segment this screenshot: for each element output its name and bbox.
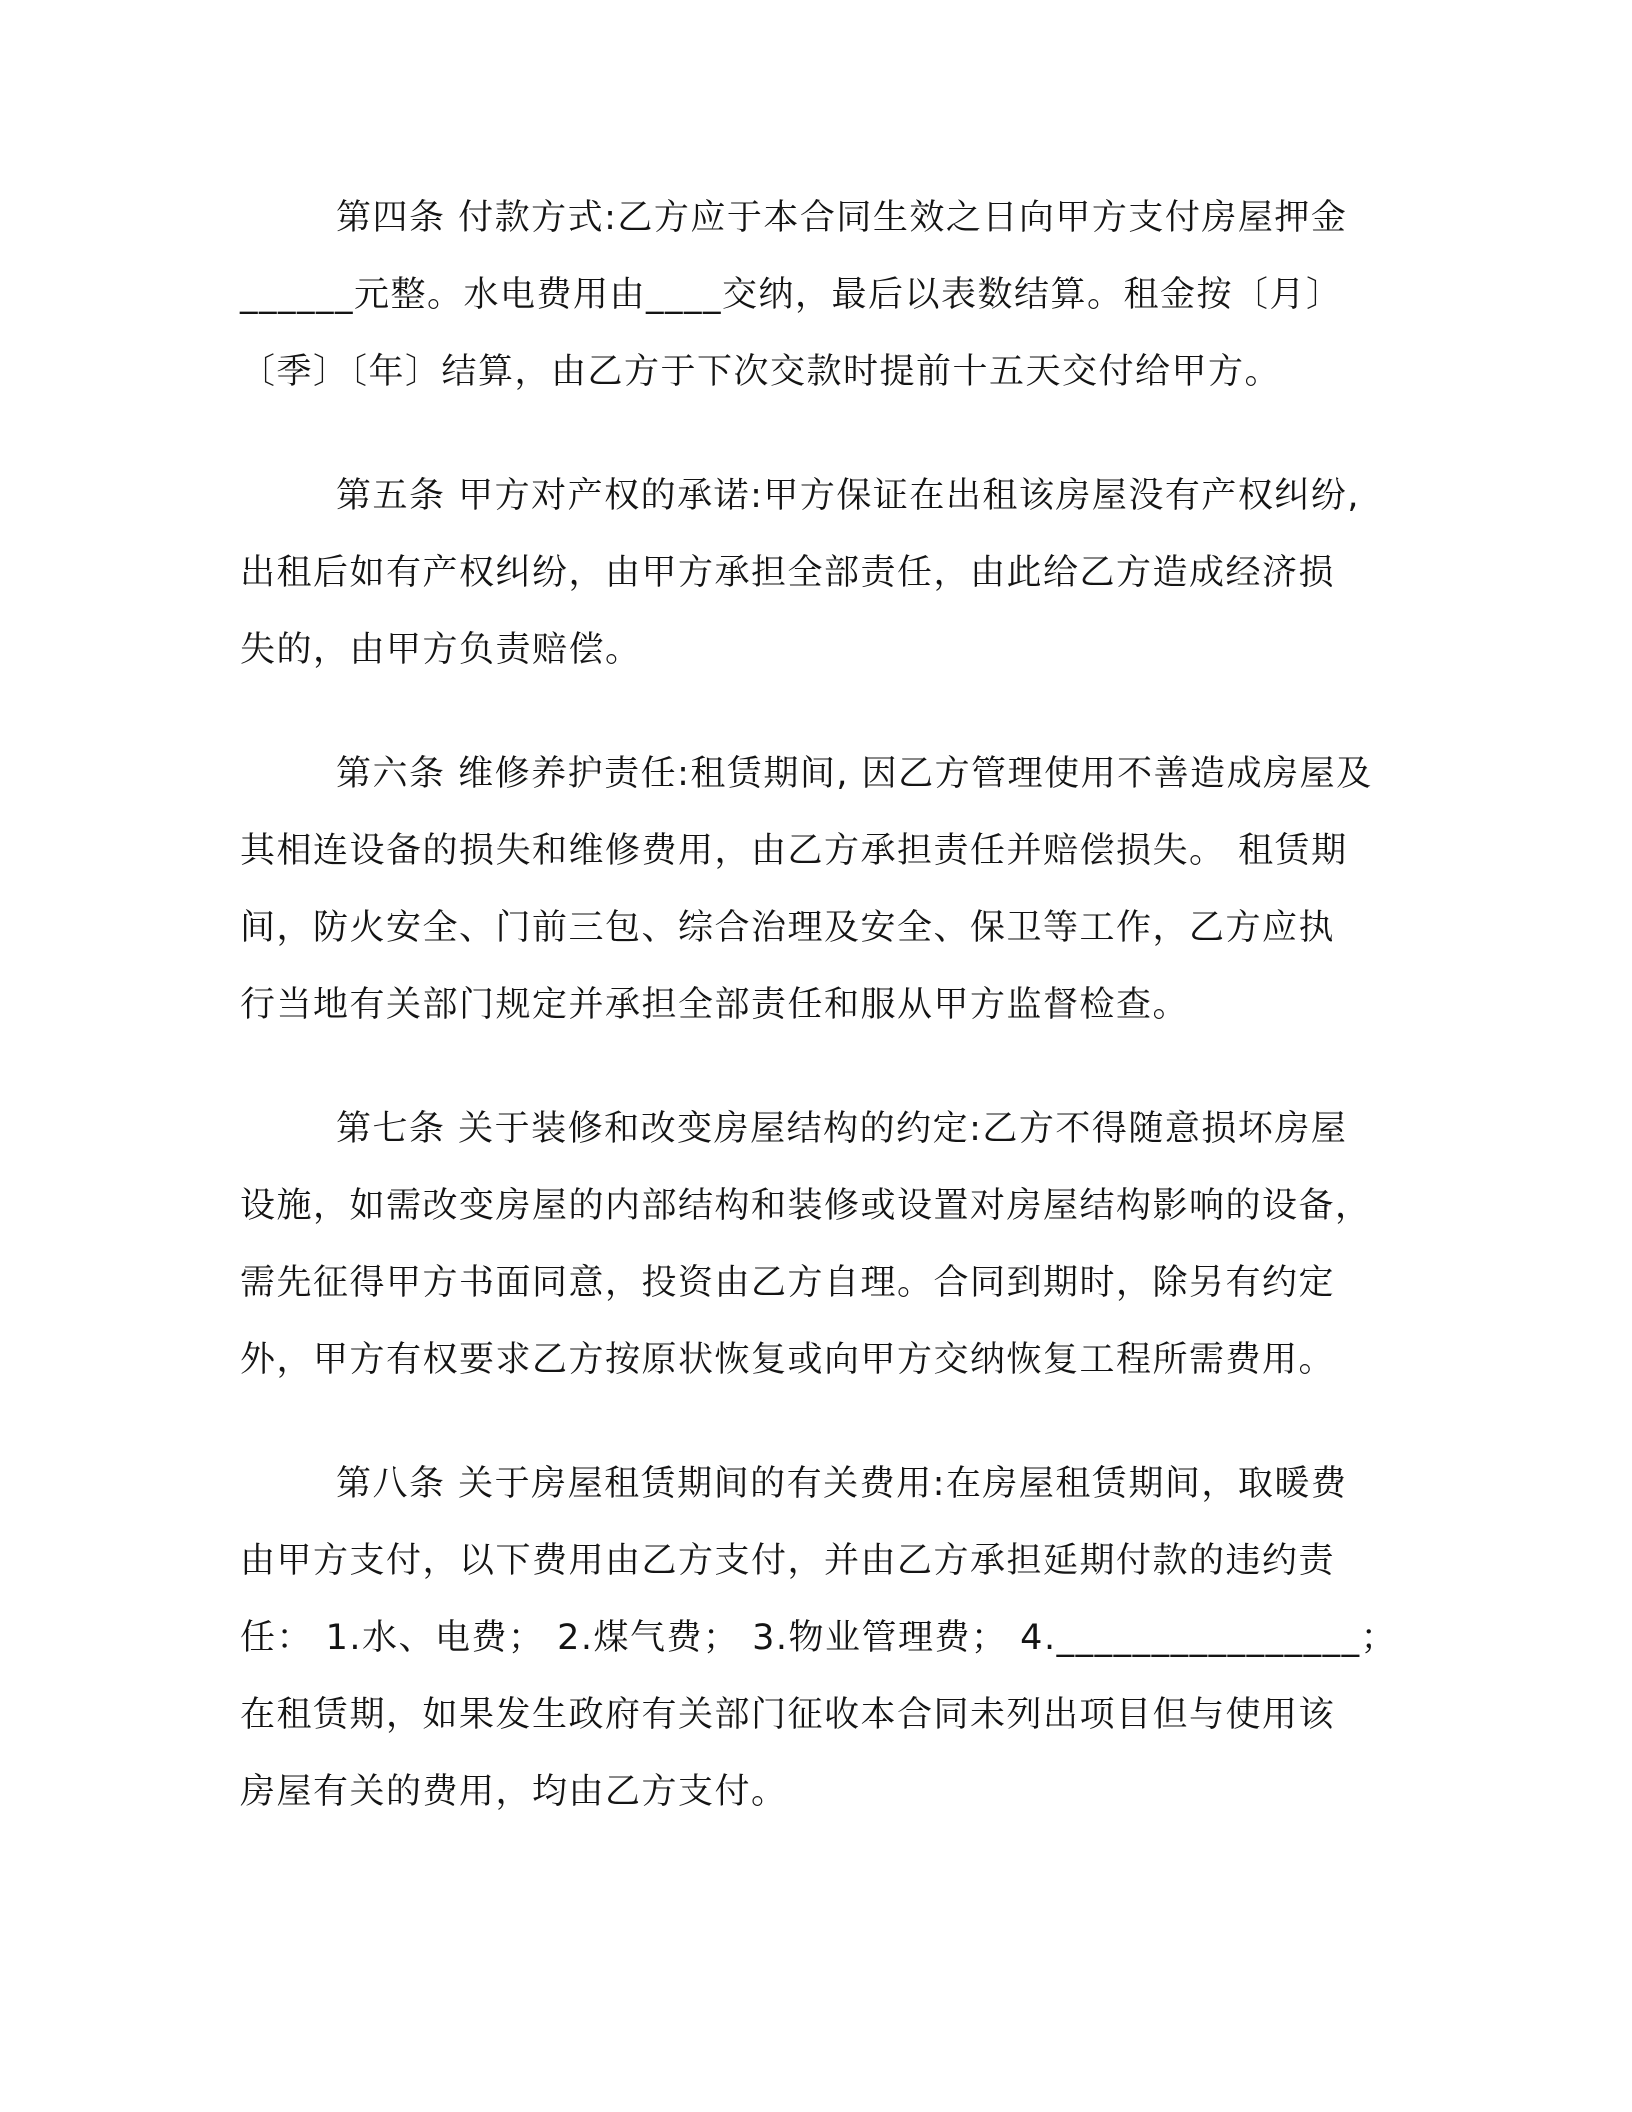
article-7-line-4: 外，甲方有权要求乙方按原状恢复或向甲方交纳恢复工程所需费用。 [240,1340,1336,1380]
article-8-expenses [240,1446,1398,1831]
article-7-line-2: 设施，如需改变房屋的内部结构和装修或设置对房屋结构影响的设备， [240,1186,1372,1226]
article-5-line-2: 出租后如有产权纠纷，由甲方承担全部责任，由此给乙方造成经济损 [240,553,1336,593]
article-8-line-1: 第八条 关于房屋租赁期间的有关费用:在房屋租赁期间，取暖费 [336,1464,1348,1504]
document-body [240,180,1398,1878]
article-5-line-1: 第五条 甲方对产权的承诺:甲方保证在出租该房屋没有产权纠纷, [336,476,1361,516]
article-5-line-3: 失的，由甲方负责赔偿。 [240,630,642,670]
article-8-line-3: 任： 1.水、电费； 2.煤气费； 3.物业管理费； 4.________________； [240,1618,1398,1658]
article-4-line-2: ______元整。水电费用由____交纳，最后以表数结算。租金按〔月〕 [240,275,1343,315]
article-8-line-5: 房屋有关的费用，均由乙方支付。 [240,1772,788,1812]
article-7-renovation [240,1091,1392,1399]
article-4-payment-method [240,180,1392,411]
article-5-property-rights [240,458,1392,689]
article-4-line-1: 第四条 付款方式:乙方应于本合同生效之日向甲方支付房屋押金 [336,198,1348,238]
article-7-line-1: 第七条 关于装修和改变房屋结构的约定:乙方不得随意损坏房屋 [336,1109,1348,1149]
article-6-line-1: 第六条 维修养护责任:租赁期间, 因乙方管理使用不善造成房屋及 [336,754,1373,794]
article-6-line-4: 行当地有关部门规定并承担全部责任和服从甲方监督检查。 [240,985,1190,1025]
article-6-line-3: 间，防火安全、门前三包、综合治理及安全、保卫等工作，乙方应执 [240,908,1336,948]
article-4-line-3: 〔季〕〔年〕结算，由乙方于下次交款时提前十五天交付给甲方。 [240,352,1282,392]
article-8-line-2: 由甲方支付，以下费用由乙方支付，并由乙方承担延期付款的违约责 [240,1541,1336,1581]
article-6-maintenance [240,736,1392,1044]
article-8-line-4: 在租赁期，如果发生政府有关部门征收本合同未列出项目但与使用该 [240,1695,1336,1735]
article-6-line-2: 其相连设备的损失和维修费用，由乙方承担责任并赔偿损失。 租赁期 [240,831,1348,871]
article-7-line-3: 需先征得甲方书面同意，投资由乙方自理。合同到期时，除另有约定 [240,1263,1336,1303]
